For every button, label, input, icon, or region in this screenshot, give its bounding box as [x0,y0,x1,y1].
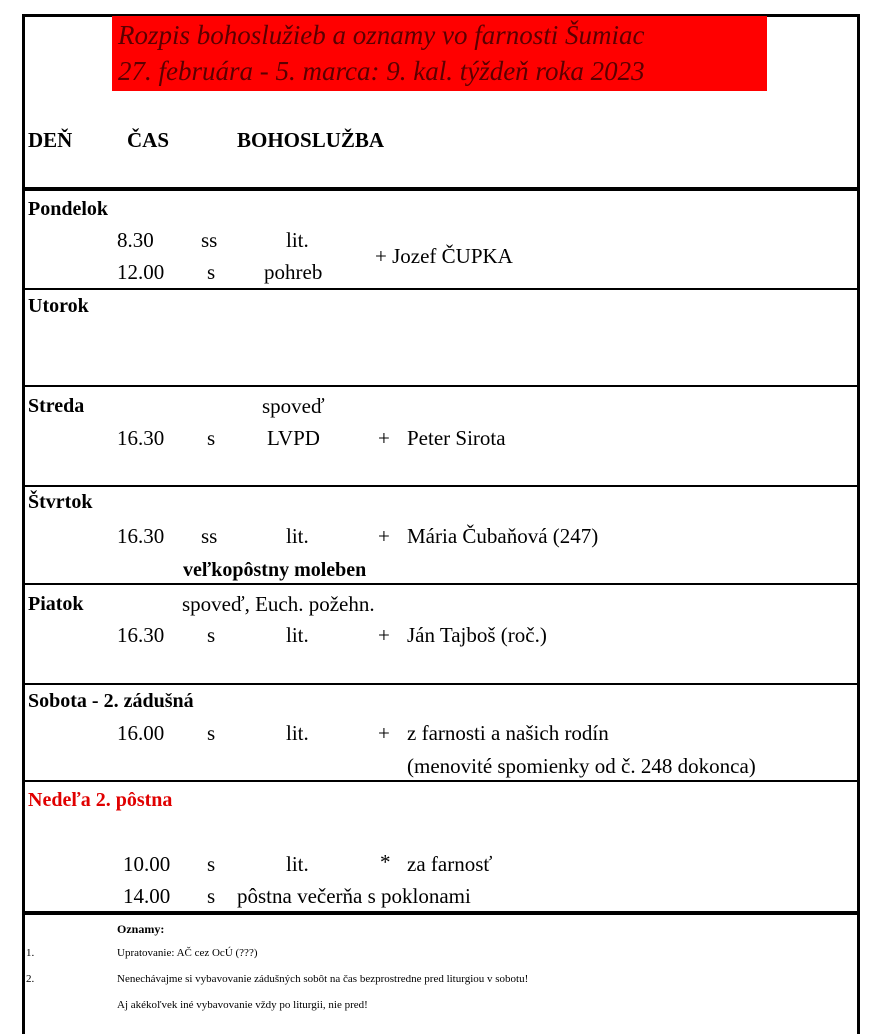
thu-extra: veľkopôstny moleben [183,559,367,581]
mon-time-1: 8.30 [117,228,154,252]
mon-service-2: pohreb [264,260,323,284]
divider-notices [22,911,860,915]
thu-intention: Mária Čubaňová (247) [407,524,599,548]
thu-mark: + [378,524,390,548]
divider-fri-sat [22,683,860,685]
divider-tue-wed [22,385,860,387]
sat-intention: z farnosti a našich rodín [407,721,609,745]
mon-intention: + Jozef ČUPKA [375,244,513,268]
sun-service-2: pôstna večerňa s poklonami [237,884,471,908]
fri-time-1: 16.30 [117,623,165,647]
column-header-day: DEŇ [28,128,73,152]
sun-mark: * [380,850,391,874]
mon-time-2: 12.00 [117,260,165,284]
column-header-time: ČAS [127,128,170,152]
sun-service-1: lit. [286,852,309,876]
notice-text-1: Upratovanie: AČ cez OcÚ (???) [117,947,258,959]
sun-time-2: 14.00 [123,884,171,908]
mon-type-1: ss [201,228,218,252]
mon-type-2: s [207,260,216,284]
thu-type-1: ss [201,524,218,548]
notice-num-2: 2. [26,973,35,985]
wed-mark: + [378,426,390,450]
sun-intention: za farnosť [407,852,493,876]
mon-service-1: lit. [286,228,309,252]
divider-sat-sun [22,780,860,782]
fri-service-1: lit. [286,623,309,647]
wed-intention: Peter Sirota [407,426,506,450]
sat-type-1: s [207,721,216,745]
wed-time-1: 16.30 [117,426,165,450]
sat-mark: + [378,721,390,745]
sat-time-1: 16.00 [117,721,165,745]
day-saturday: Sobota - 2. zádušná [28,690,194,712]
divider-thu-fri [22,583,860,585]
fri-type-1: s [207,623,216,647]
notice-text-3: Aj akékoľvek iné vybavovanie vždy po liturgii, nie pred! [117,999,368,1011]
column-header-service: BOHOSLUŽBA [237,128,385,152]
day-tuesday: Utorok [28,295,89,317]
title-line-1: Rozpis bohoslužieb a oznamy vo farnosti Šumiac [118,20,645,50]
notice-num-1: 1. [26,947,35,959]
thu-time-1: 16.30 [117,524,165,548]
day-friday: Piatok [28,593,84,615]
sat-intention-2: (menovité spomienky od č. 248 dokonca) [407,754,756,778]
fri-pre: spoveď, Euch. požehn. [182,592,375,616]
header-divider [22,187,860,191]
notice-text-2: Nenechávajme si vybavovanie zádušných sobôt na čas bezprostredne pred liturgiou v sobotu! [117,973,529,985]
day-wednesday: Streda [28,395,85,417]
divider-wed-thu [22,485,860,487]
wed-pre: spoveď [262,394,325,418]
title-banner [112,16,767,91]
day-sunday: Nedeľa 2. pôstna [28,789,173,811]
notices-title: Oznamy: [117,922,165,936]
title-line-2: 27. februára - 5. marca: 9. kal. týždeň roka 2023 [118,56,645,86]
wed-service-1: LVPD [267,426,320,450]
sun-time-1: 10.00 [123,852,171,876]
day-monday: Pondelok [28,198,109,220]
sun-type-2: s [207,884,216,908]
sat-service-1: lit. [286,721,309,745]
thu-service-1: lit. [286,524,309,548]
sun-type-1: s [207,852,216,876]
fri-mark: + [378,623,390,647]
fri-intention: Ján Tajboš (roč.) [407,623,547,647]
wed-type-1: s [207,426,216,450]
divider-mon-tue [22,288,860,290]
day-thursday: Štvrtok [28,491,93,513]
